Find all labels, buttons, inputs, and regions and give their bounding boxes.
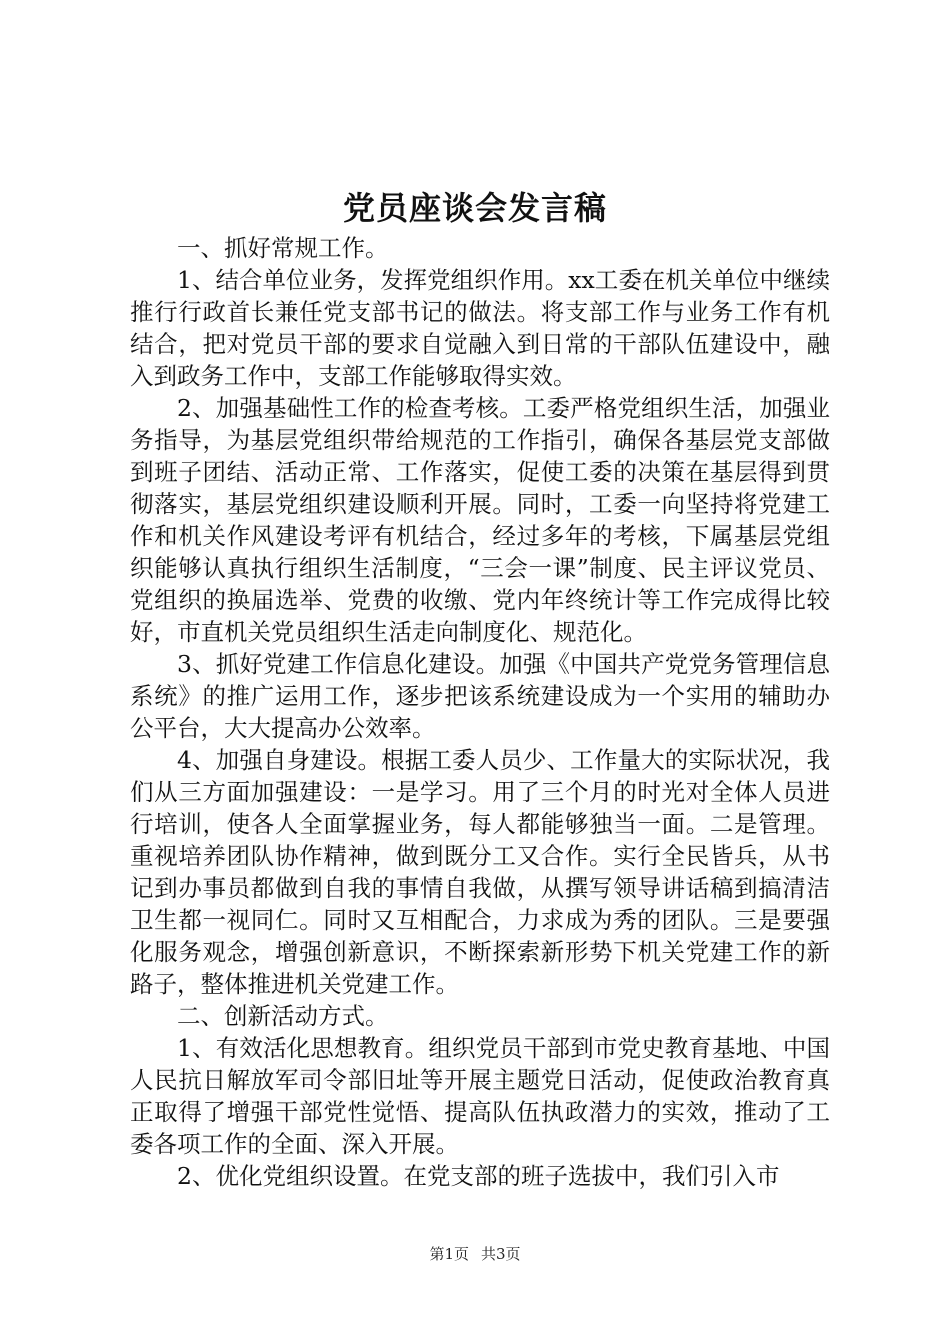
paragraph: 4、加强自身建设。根据工委人员少、工作量大的实际状况，我们从三方面加强建设：一是学习。用了三个月的时光对全体人员进行培训，使各人全面掌握业务，每人都能够独当一面。二是管理。重视培养团队协作精神，做到既分工又合作。实行全民皆兵，从书记到办事员都做到自我的事情自我做，从撰写领导讲话稿到搞清洁卫生都一视同仁。同时又互相配合，力求成为秀的团队。三是要强化服务观念，增强创新意识，不断探索新形势下机关党建工作的新路子，整体推进机关党建工作。 bbox=[130, 746, 830, 998]
paragraph-section-heading: 二、创新活动方式。 bbox=[177, 1002, 389, 1030]
page-number: 第1页 bbox=[429, 1245, 469, 1263]
page-footer bbox=[0, 1244, 950, 1264]
paragraph: 1、结合单位业务，发挥党组织作用。xx工委在机关单位中继续推行行政首长兼任党支部书记的做法。将支部工作与业务工作有机结合，把对党员干部的要求自觉融入到日常的干部队伍建设中，融入到政务工作中，支部工作能够取得实效。 bbox=[130, 266, 830, 390]
paragraph: 2、优化党组织设置。在党支部的班子选拔中，我们引入市 bbox=[177, 1162, 780, 1190]
paragraph: 1、有效活化思想教育。组织党员干部到市党史教育基地、中国人民抗日解放军司令部旧址等开展主题党日活动，促使政治教育真正取得了增强干部党性觉悟、提高队伍执政潜力的实效，推动了工委各项工作的全面、深入开展。 bbox=[130, 1034, 830, 1158]
document-title: 党员座谈会发言稿 bbox=[342, 189, 607, 227]
page-total: 共3页 bbox=[481, 1245, 521, 1263]
document-body bbox=[130, 232, 830, 1192]
paragraph-section-heading: 一、抓好常规工作。 bbox=[177, 234, 389, 262]
paragraph: 2、加强基础性工作的检查考核。工委严格党组织生活，加强业务指导，为基层党组织带给规范的工作指引，确保各基层党支部做到班子团结、活动正常、工作落实，促使工委的决策在基层得到贯彻落实，基层党组织建设顺利开展。同时，工委一向坚持将党建工作和机关作风建设考评有机结合，经过多年的考核，下属基层党组织能够认真执行组织生活制度，“三会一课”制度、民主评议党员、党组织的换届选举、党费的收缴、党内年终统计等工作完成得比较好，市直机关党员组织生活走向制度化、规范化。 bbox=[130, 394, 830, 646]
paragraph: 3、抓好党建工作信息化建设。加强《中国共产党党务管理信息系统》的推广运用工作，逐步把该系统建设成为一个实用的辅助办公平台，大大提高办公效率。 bbox=[130, 650, 830, 742]
